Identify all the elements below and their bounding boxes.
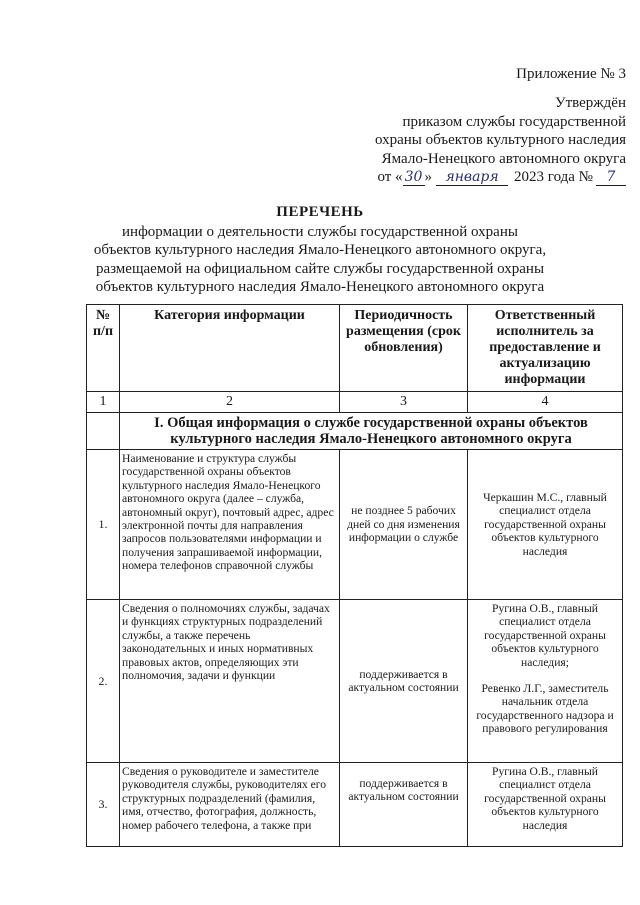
header-category: Категория информации <box>120 305 340 392</box>
subtitle-line-4: объектов культурного наследия Ямало-Ненецкого автономного округа <box>95 279 545 296</box>
row-responsible <box>468 600 623 763</box>
order-number: 7 <box>596 170 626 186</box>
responsible-person: Ругина О.В., главный специалист отдела государственной охраны объектов культурного наследия; <box>484 602 606 669</box>
document-subtitle <box>0 223 640 297</box>
order-date-line <box>375 168 626 187</box>
subtitle-line-2: объектов культурного наследия Ямало-Ненецкого автономного округа, <box>93 242 547 259</box>
col-number: 1 <box>87 392 120 413</box>
col-number: 2 <box>120 392 340 413</box>
row-period: поддерживается в актуальном состоянии <box>340 600 468 763</box>
order-day: 30 <box>403 170 425 186</box>
table-row <box>87 450 623 600</box>
section-spacer <box>87 413 120 450</box>
approval-line-4: Ямало-Ненецкого автономного округа <box>381 150 626 167</box>
title-block <box>0 204 640 297</box>
row-category-text: Сведения о руководителе и заместителе руководителя службы, руководителях его структурных подразделений (фамилия, имя, отчество, фотография, должность, номер рабочего телефона, а также при <box>122 765 327 832</box>
date-quote-close: » <box>424 169 433 185</box>
subtitle-line-3: размещаемой на официальном сайте службы государственной охраны <box>95 260 545 277</box>
column-number-row <box>87 392 623 413</box>
table-row <box>87 763 623 847</box>
information-table <box>86 304 623 847</box>
order-year: 2023 года № <box>514 169 593 185</box>
header-num: № п/п <box>87 305 120 392</box>
table-header-row <box>87 305 623 392</box>
section-title: I. Общая информация о службе государственной охраны объектов культурного наследия Ямало-Ненецкого автономного округа <box>120 413 623 450</box>
appendix-label: Приложение № 3 <box>516 66 626 82</box>
row-category <box>120 763 340 847</box>
header-responsible: Ответственный исполнитель за предоставление и актуализацию информации <box>468 305 623 392</box>
row-category: Сведения о полномочиях службы, задачах и функциях структурных подразделений службы, а также перечень законодательных и иных нормативных правовых актов, определяющих эти полномочия, задачи и функции <box>120 600 340 763</box>
col-number: 4 <box>468 392 623 413</box>
document-title: ПЕРЕЧЕНЬ <box>276 204 364 220</box>
row-responsible: Черкашин М.С., главный специалист отдела государственной охраны объектов культурного наследия <box>468 450 623 600</box>
subtitle-line-1: информации о деятельности службы государственной охраны <box>122 224 518 240</box>
responsible-person: Ревенко Л.Г., заместитель начальник отдела государственного надзора и правового регулирования <box>476 682 614 736</box>
section-row <box>87 413 623 450</box>
approval-line-2: приказом службы государственной <box>402 113 626 130</box>
col-number: 3 <box>340 392 468 413</box>
row-number: 2. <box>87 600 120 763</box>
table-row <box>87 600 623 763</box>
approval-line-1: Утверждён <box>554 95 626 111</box>
row-period: не позднее 5 рабочих дней со дня изменения информации о службе <box>340 450 468 600</box>
date-prefix: от « <box>377 169 403 185</box>
approval-block <box>375 94 626 187</box>
approval-line-3: охраны объектов культурного наследия <box>374 132 626 148</box>
row-number: 3. <box>87 763 120 847</box>
header-period: Периодичность размещения (срок обновления) <box>340 305 468 392</box>
row-number: 1. <box>87 450 120 600</box>
row-category: Наименование и структура службы государственной охраны объектов культурного наследия Ямало-Ненецкого автономного округа (далее – служба, автономный округ), почтовый адрес, адрес электронной почты для направления запросов пользователями информации и получения запрашиваемой информации, номера телефонов справочной службы <box>120 450 340 600</box>
row-period: поддерживается в актуальном состоянии <box>340 763 468 847</box>
row-responsible: Ругина О.В., главный специалист отдела государственной охраны объектов культурного наследия <box>468 763 623 847</box>
order-month: января <box>436 170 508 186</box>
